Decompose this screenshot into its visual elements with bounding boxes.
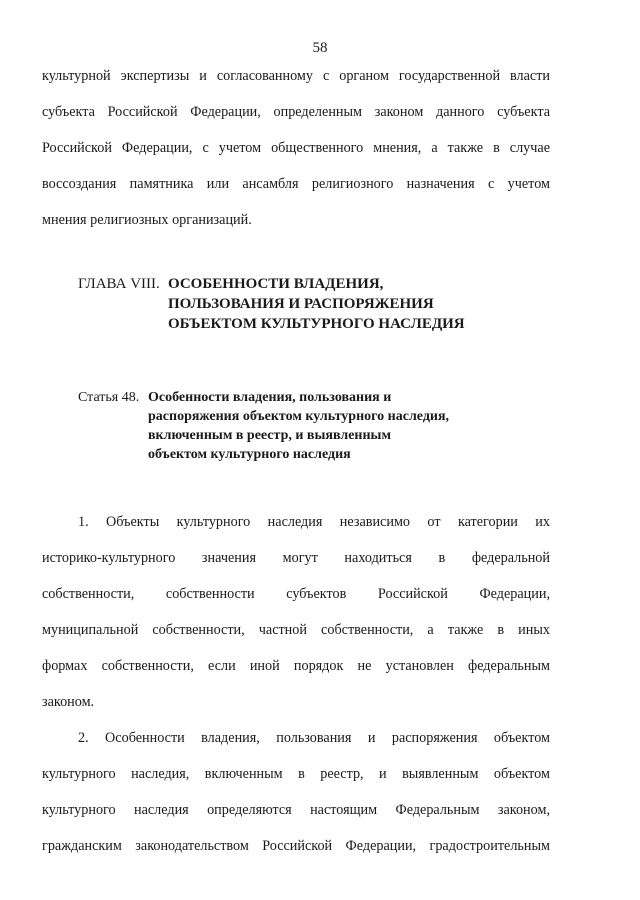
- text-line: формах собственности, если иной порядок не установлен федеральным: [42, 658, 550, 674]
- paragraph-2: [42, 720, 550, 864]
- text-line: историко-культурного значения могут находиться в федеральной: [42, 550, 550, 566]
- chapter-title-line: ОБЪЕКТОМ КУЛЬТУРНОГО НАСЛЕДИЯ: [168, 316, 465, 332]
- text-line: собственности, собственности субъектов Российской Федерации,: [42, 586, 550, 602]
- text-line: 1. Объекты культурного наследия независимо от категории их: [78, 514, 550, 530]
- article-title-line: объектом культурного наследия: [148, 447, 351, 462]
- text-line: гражданским законодательством Российской Федерации, градостроительным: [42, 838, 550, 854]
- text-line: субъекта Российской Федерации, определенным законом данного субъекта: [42, 104, 550, 120]
- article-label: Статья 48.: [78, 390, 140, 405]
- article-title-line: распоряжения объектом культурного наследия,: [148, 409, 450, 424]
- text-line: 2. Особенности владения, пользования и распоряжения объектом: [78, 730, 550, 746]
- text-line: Российской Федерации, с учетом общественного мнения, а также в случае: [42, 140, 550, 156]
- article-title-line: Особенности владения, пользования и: [148, 390, 392, 405]
- text-line: законом.: [42, 694, 95, 710]
- text-line: культурного наследия, включенным в реестр, и выявленным объектом: [42, 766, 550, 782]
- text-line: культурной экспертизы и согласованному с органом государственной власти: [42, 68, 550, 84]
- text-line: муниципальной собственности, частной собственности, а также в иных: [42, 622, 550, 638]
- page-number: 58: [312, 40, 328, 56]
- chapter-heading: [78, 274, 465, 334]
- article-title-line: включенным в реестр, и выявленным: [148, 428, 392, 443]
- chapter-title-line: ОСОБЕННОСТИ ВЛАДЕНИЯ,: [168, 276, 384, 292]
- paragraph-1: [42, 504, 550, 720]
- text-line: культурного наследия определяются настоящим Федеральным законом,: [42, 802, 550, 818]
- chapter-label: ГЛАВА VIII.: [78, 276, 160, 292]
- intro-paragraph: [42, 58, 550, 238]
- text-line: воссоздания памятника или ансамбля религиозного назначения с учетом: [42, 176, 550, 192]
- chapter-title-line: ПОЛЬЗОВАНИЯ И РАСПОРЯЖЕНИЯ: [168, 296, 434, 312]
- article-heading: [78, 388, 449, 464]
- text-line: мнения религиозных организаций.: [42, 212, 252, 228]
